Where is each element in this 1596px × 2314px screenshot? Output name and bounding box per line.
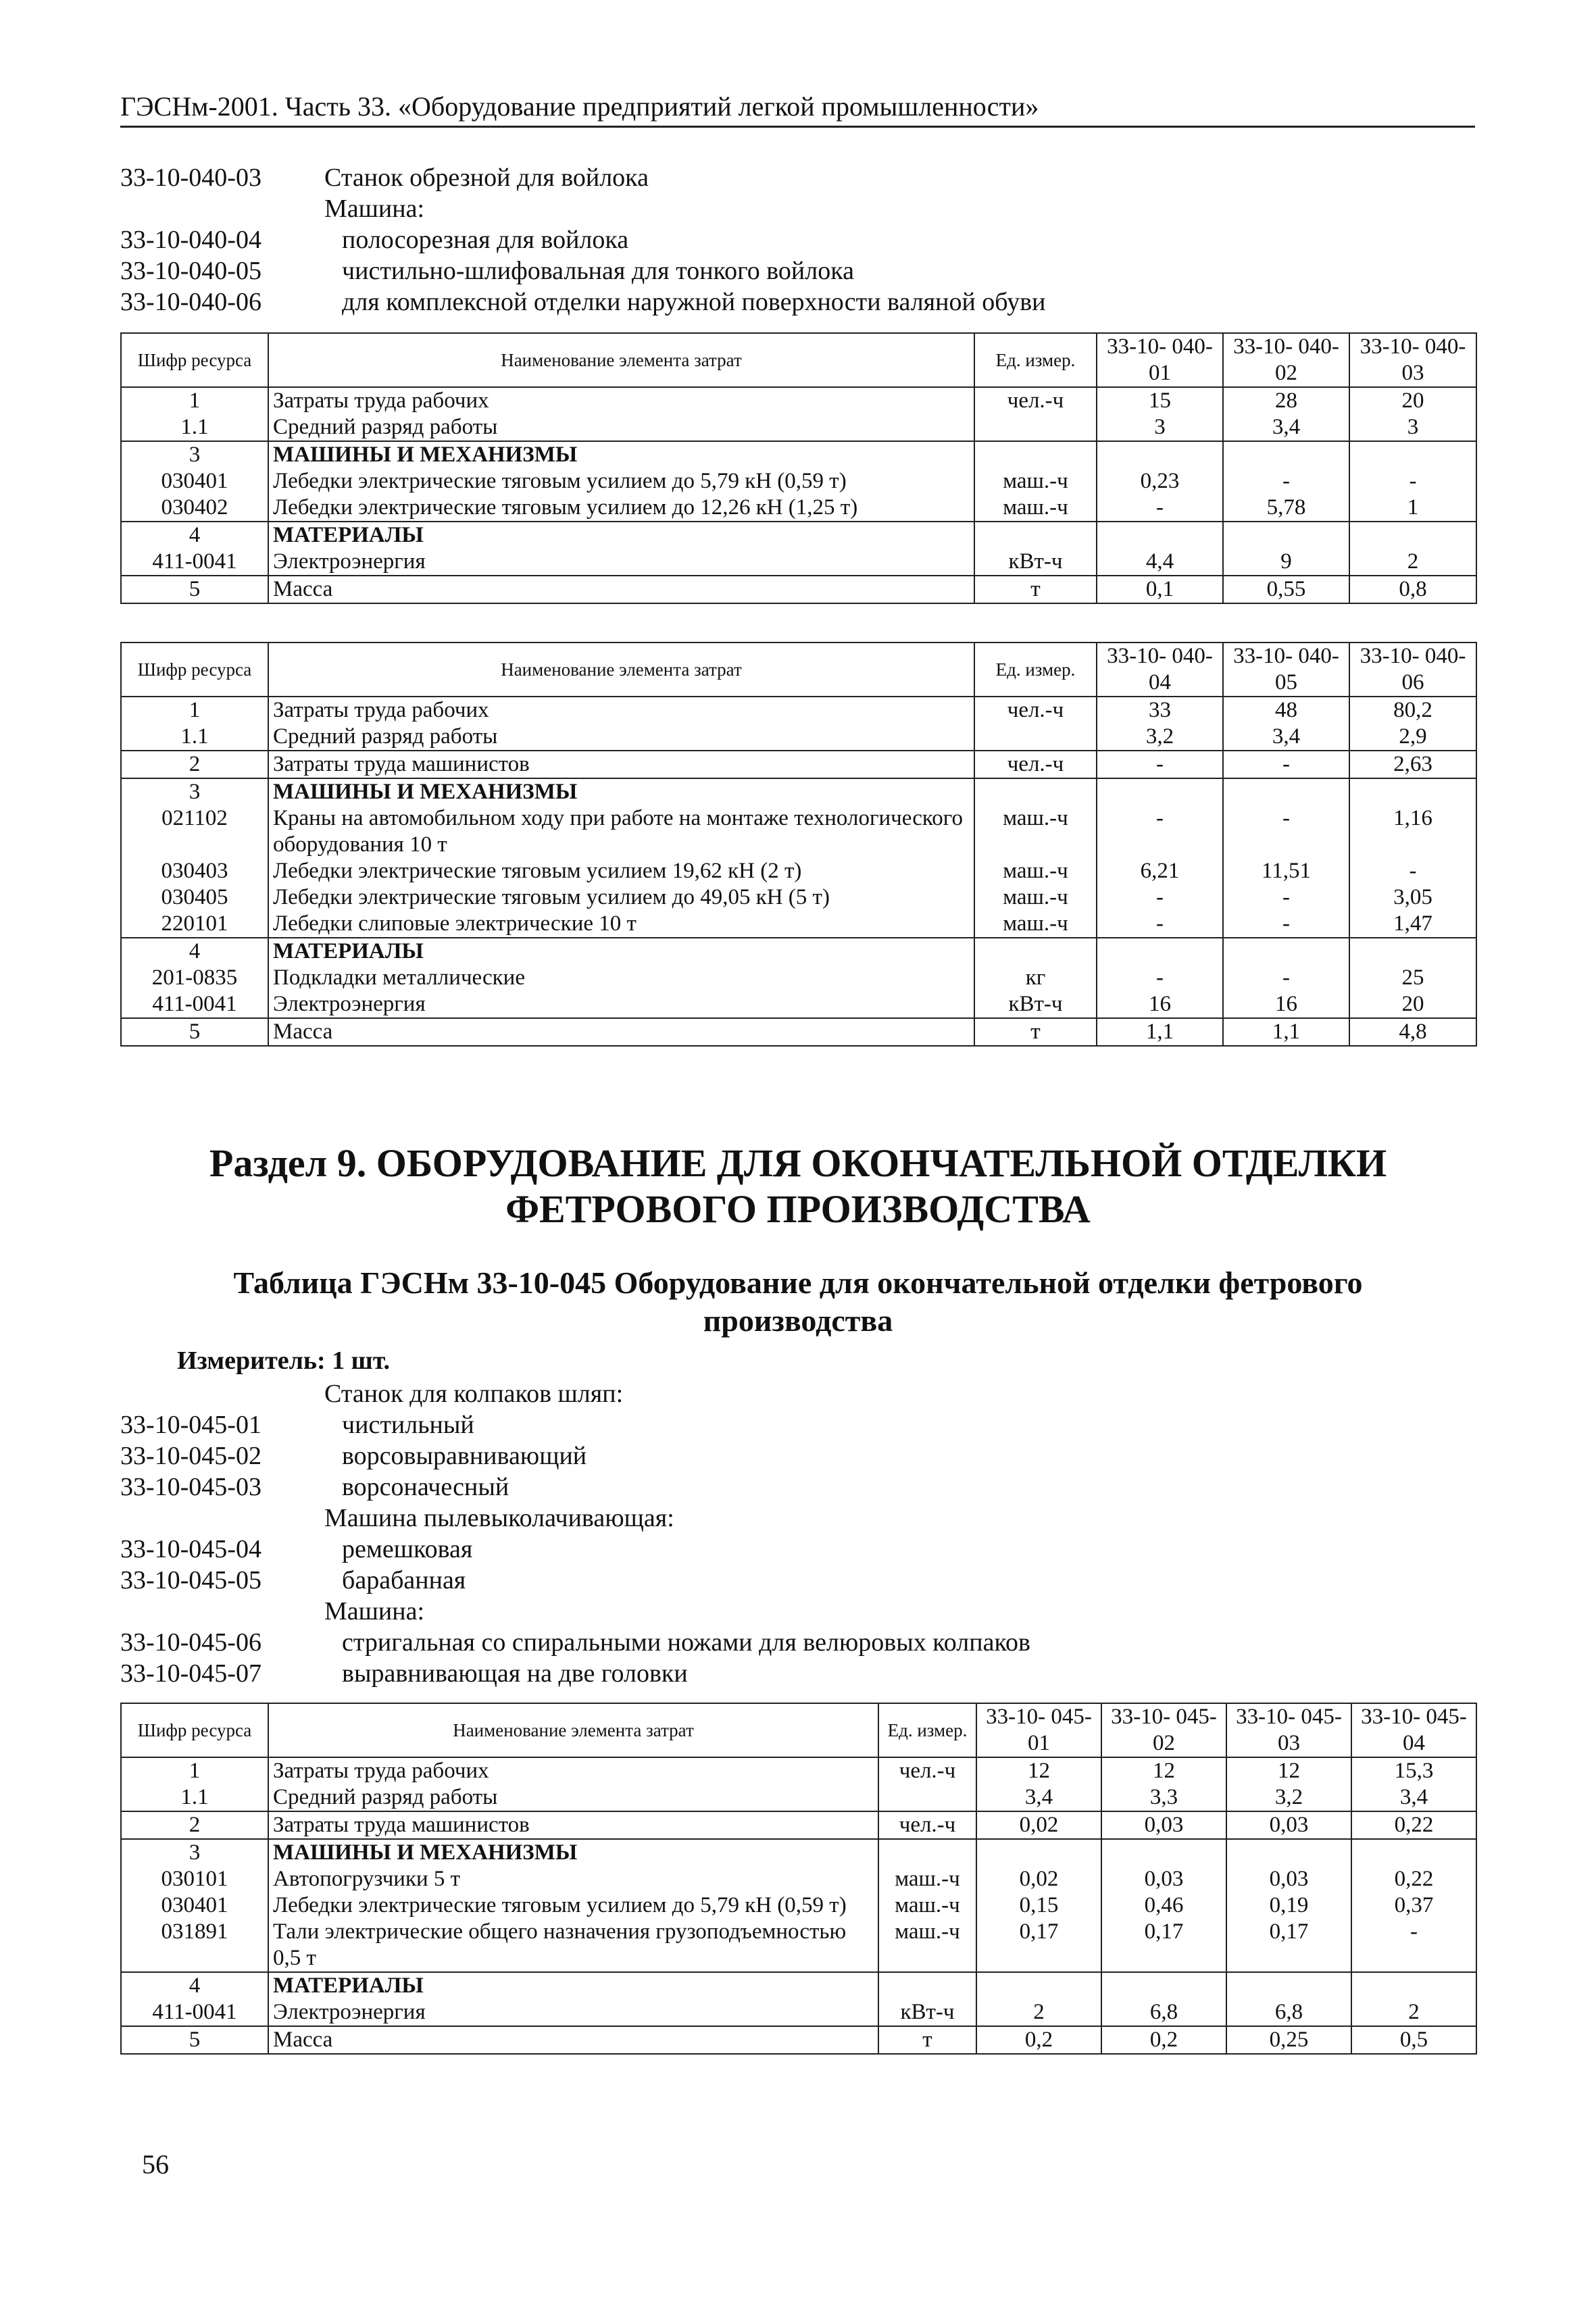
cell-cipher: 201-0835	[121, 965, 268, 991]
cell-value: 0,55	[1223, 576, 1349, 603]
table-row	[121, 858, 1476, 884]
resource-code: 33-10-040-04	[120, 226, 261, 254]
table-row	[121, 522, 1476, 549]
resource-code: 33-10-040-03	[120, 164, 261, 192]
header-norm-code: 33-10- 045-02	[1101, 1703, 1226, 1757]
table-row	[121, 441, 1476, 468]
cell-value: -	[1223, 468, 1349, 495]
cell-unit	[878, 1972, 976, 1999]
cell-value: -	[1349, 468, 1476, 495]
header-unit: Ед. измер.	[878, 1703, 976, 1757]
code-list-item	[120, 255, 1485, 286]
cell-name: Средний разряд работы	[268, 414, 974, 441]
cell-name: Затраты труда рабочих	[268, 1757, 878, 1784]
resource-description: стригальная со спиральными ножами для велюровых колпаков	[342, 1628, 1030, 1657]
cell-name: Масса	[268, 576, 974, 603]
cell-name: Электроэнергия	[268, 991, 974, 1018]
cell-value: 16	[1097, 991, 1223, 1018]
cell-value: 3	[1097, 414, 1223, 441]
cell-value: -	[1351, 1919, 1476, 1972]
cell-unit	[974, 414, 1097, 441]
cell-unit: т	[878, 2026, 976, 2054]
cell-unit	[878, 1839, 976, 1866]
cell-unit: кВт-ч	[878, 1999, 976, 2026]
cell-name: Лебедки электрические тяговым усилием до 49,05 кН (5 т)	[268, 884, 974, 911]
cell-value	[1101, 1839, 1226, 1866]
cell-value: 2	[1351, 1999, 1476, 2026]
cell-cipher: 411-0041	[121, 1999, 268, 2026]
cell-cipher: 030101	[121, 1866, 268, 1892]
cell-name: Лебедки электрические тяговым усилием 19,62 кН (2 т)	[268, 858, 974, 884]
table-row	[121, 911, 1476, 938]
table-row	[121, 1811, 1476, 1839]
cell-value: 15	[1097, 387, 1223, 414]
resource-code	[120, 1596, 324, 1627]
resource-code: 33-10-045-07	[120, 1659, 261, 1688]
cell-value: 0,46	[1101, 1892, 1226, 1919]
cell-name: Затраты труда машинистов	[268, 751, 974, 778]
cell-value: 2	[1349, 549, 1476, 576]
cell-value: 11,51	[1223, 858, 1349, 884]
cell-value: -	[1223, 751, 1349, 778]
cell-value: 0,02	[976, 1811, 1101, 1839]
cell-value	[1097, 522, 1223, 549]
table-row	[121, 965, 1476, 991]
cell-unit: т	[974, 1018, 1097, 1046]
cell-cipher: 220101	[121, 911, 268, 938]
cell-cipher: 411-0041	[121, 991, 268, 1018]
cell-cipher: 030401	[121, 468, 268, 495]
cell-value: 1,47	[1349, 911, 1476, 938]
cell-value: 1,1	[1223, 1018, 1349, 1046]
header-norm-code: 33-10- 040-06	[1349, 643, 1476, 697]
code-list-item	[120, 1565, 1485, 1596]
cell-value	[1223, 522, 1349, 549]
table-row	[121, 991, 1476, 1018]
page-number: 56	[142, 2149, 169, 2180]
resource-description: для комплексной отделки наружной поверхности валяной обуви	[342, 288, 1046, 316]
table-row	[121, 1018, 1476, 1046]
header-name: Наименование элемента затрат	[268, 643, 974, 697]
cell-unit	[974, 522, 1097, 549]
cell-unit: кг	[974, 965, 1097, 991]
cell-cipher: 4	[121, 1972, 268, 1999]
cell-name: Электроэнергия	[268, 1999, 878, 2026]
cell-value	[1349, 522, 1476, 549]
header-name: Наименование элемента затрат	[268, 333, 974, 387]
cell-value: -	[1097, 884, 1223, 911]
resource-table-040-b	[120, 642, 1477, 1047]
cell-value: 6,8	[1101, 1999, 1226, 2026]
code-list-item	[120, 1440, 1485, 1472]
header-norm-code: 33-10- 040-04	[1097, 643, 1223, 697]
cell-unit: маш.-ч	[878, 1892, 976, 1919]
header-unit: Ед. измер.	[974, 643, 1097, 697]
cell-value: 3,2	[1097, 724, 1223, 751]
header-norm-code: 33-10- 045-03	[1226, 1703, 1351, 1757]
cell-value: 0,19	[1226, 1892, 1351, 1919]
cell-value: 3,4	[1223, 724, 1349, 751]
code-list-item	[120, 1658, 1485, 1689]
cell-value: 0,03	[1226, 1866, 1351, 1892]
cell-value: 0,17	[1101, 1919, 1226, 1972]
table-row	[121, 495, 1476, 522]
cell-value: 0,03	[1226, 1811, 1351, 1839]
cell-value: -	[1349, 858, 1476, 884]
table-title-line-1: Таблица ГЭСНм 33-10-045 Оборудование для окончательной отделки фетрового	[233, 1265, 1363, 1300]
cell-cipher: 411-0041	[121, 549, 268, 576]
cell-value: 20	[1349, 991, 1476, 1018]
cell-value: 0,17	[1226, 1919, 1351, 1972]
section-title-line-1: Раздел 9. ОБОРУДОВАНИЕ ДЛЯ ОКОНЧАТЕЛЬНОЙ ОТДЕЛКИ	[209, 1141, 1387, 1185]
cell-name: МАТЕРИАЛЫ	[268, 1972, 878, 1999]
header-norm-code: 33-10- 045-04	[1351, 1703, 1476, 1757]
cell-value: 1,16	[1349, 805, 1476, 858]
cell-name: Средний разряд работы	[268, 724, 974, 751]
cell-value	[1097, 778, 1223, 805]
cell-cipher: 1.1	[121, 1784, 268, 1811]
cell-value: 0,25	[1226, 2026, 1351, 2054]
header-unit: Ед. измер.	[974, 333, 1097, 387]
table-row	[121, 1784, 1476, 1811]
resource-code	[120, 1378, 324, 1409]
cell-name: МАШИНЫ И МЕХАНИЗМЫ	[268, 441, 974, 468]
table-row	[121, 778, 1476, 805]
cell-value	[1223, 778, 1349, 805]
header-norm-code: 33-10- 040-01	[1097, 333, 1223, 387]
cell-cipher: 2	[121, 1811, 268, 1839]
cell-name: Лебедки электрические тяговым усилием до 12,26 кН (1,25 т)	[268, 495, 974, 522]
cell-value: 0,02	[976, 1866, 1101, 1892]
cell-unit	[974, 938, 1097, 965]
cell-unit	[974, 441, 1097, 468]
cell-name: Затраты труда рабочих	[268, 387, 974, 414]
table-row	[121, 1866, 1476, 1892]
table-row	[121, 387, 1476, 414]
cell-value: 5,78	[1223, 495, 1349, 522]
table-row	[121, 884, 1476, 911]
section-title-line-2: ФЕТРОВОГО ПРОИЗВОДСТВА	[505, 1187, 1091, 1231]
cell-value: 3,4	[1351, 1784, 1476, 1811]
cell-cipher: 3	[121, 1839, 268, 1866]
cell-value	[976, 1839, 1101, 1866]
cell-value: 0,2	[976, 2026, 1101, 2054]
resource-table-045	[120, 1703, 1477, 2055]
cell-unit: чел.-ч	[878, 1811, 976, 1839]
cell-value: 0,1	[1097, 576, 1223, 603]
cell-value: 12	[1226, 1757, 1351, 1784]
cell-value: 12	[976, 1757, 1101, 1784]
cell-value: 2,9	[1349, 724, 1476, 751]
cell-unit: чел.-ч	[974, 387, 1097, 414]
header-cipher: Шифр ресурса	[121, 1703, 268, 1757]
resource-description: выравнивающая на две головки	[342, 1659, 688, 1688]
cell-name: Электроэнергия	[268, 549, 974, 576]
cell-value: -	[1223, 805, 1349, 858]
cell-value: 2	[976, 1999, 1101, 2026]
cell-unit: маш.-ч	[974, 468, 1097, 495]
resource-code: 33-10-040-05	[120, 257, 261, 285]
code-list-item	[120, 193, 1485, 224]
code-list-item	[120, 224, 1485, 255]
cell-name: Затраты труда машинистов	[268, 1811, 878, 1839]
cell-name: МАТЕРИАЛЫ	[268, 522, 974, 549]
cell-cipher: 5	[121, 576, 268, 603]
code-list-item	[120, 162, 1485, 193]
resource-description: Машина пылевыколачивающая:	[324, 1504, 674, 1532]
resource-code: 33-10-045-03	[120, 1473, 261, 1501]
cell-value	[1223, 441, 1349, 468]
cell-value: -	[1223, 965, 1349, 991]
cell-cipher: 1.1	[121, 724, 268, 751]
cell-value: 3,05	[1349, 884, 1476, 911]
table-row	[121, 414, 1476, 441]
table-header-row	[121, 1703, 1476, 1757]
header-cipher: Шифр ресурса	[121, 333, 268, 387]
cell-cipher: 3	[121, 441, 268, 468]
cell-value: 3,3	[1101, 1784, 1226, 1811]
cell-name: Краны на автомобильном ходу при работе на монтаже технологического оборудования 10 т	[268, 805, 974, 858]
cell-value: 0,8	[1349, 576, 1476, 603]
cell-name: Подкладки металлические	[268, 965, 974, 991]
cell-value: 0,2	[1101, 2026, 1226, 2054]
table-row	[121, 724, 1476, 751]
code-list-top	[120, 162, 1485, 318]
cell-value: 0,03	[1101, 1811, 1226, 1839]
cell-value	[1351, 1972, 1476, 1999]
cell-value	[1226, 1972, 1351, 1999]
measure-unit: Измеритель: 1 шт.	[177, 1347, 391, 1375]
resource-description: чистильный	[342, 1411, 474, 1439]
cell-cipher: 030405	[121, 884, 268, 911]
header-norm-code: 33-10- 040-03	[1349, 333, 1476, 387]
cell-cipher: 4	[121, 522, 268, 549]
cell-unit	[878, 1784, 976, 1811]
table-row	[121, 468, 1476, 495]
cell-value: 25	[1349, 965, 1476, 991]
cell-unit: маш.-ч	[974, 805, 1097, 858]
table-row	[121, 938, 1476, 965]
cell-value: -	[1097, 495, 1223, 522]
code-list-item	[120, 1627, 1485, 1658]
cell-value: 0,17	[976, 1919, 1101, 1972]
code-list-item	[120, 286, 1485, 318]
cell-unit: маш.-ч	[974, 495, 1097, 522]
cell-value: 4,8	[1349, 1018, 1476, 1046]
cell-value: -	[1223, 911, 1349, 938]
cell-cipher: 3	[121, 778, 268, 805]
table-header-row	[121, 643, 1476, 697]
cell-unit	[974, 778, 1097, 805]
table-row	[121, 1972, 1476, 1999]
resource-code: 33-10-045-06	[120, 1628, 261, 1657]
cell-value: 16	[1223, 991, 1349, 1018]
code-list-item	[120, 1378, 1485, 1409]
cell-unit: т	[974, 576, 1097, 603]
resource-description: чистильно-шлифовальная для тонкого войлока	[342, 257, 854, 285]
cell-cipher: 1	[121, 1757, 268, 1784]
cell-value: 0,22	[1351, 1811, 1476, 1839]
cell-value: 2,63	[1349, 751, 1476, 778]
cell-name: Затраты труда рабочих	[268, 697, 974, 724]
header-norm-code: 33-10- 040-02	[1223, 333, 1349, 387]
code-list-item	[120, 1503, 1485, 1534]
table-row	[121, 1757, 1476, 1784]
cell-value: 3,2	[1226, 1784, 1351, 1811]
cell-cipher: 2	[121, 751, 268, 778]
resource-code: 33-10-045-01	[120, 1411, 261, 1439]
cell-cipher: 1	[121, 697, 268, 724]
cell-name: Масса	[268, 2026, 878, 2054]
cell-name: Тали электрические общего назначения грузоподъемностью 0,5 т	[268, 1919, 878, 1972]
cell-value: 6,21	[1097, 858, 1223, 884]
cell-value: 28	[1223, 387, 1349, 414]
cell-value: 3,4	[976, 1784, 1101, 1811]
resource-description: полосорезная для войлока	[342, 226, 629, 254]
cell-value: 4,4	[1097, 549, 1223, 576]
cell-value	[1101, 1972, 1226, 1999]
cell-name: Лебедки электрические тяговым усилием до 5,79 кН (0,59 т)	[268, 468, 974, 495]
cell-value: 3	[1349, 414, 1476, 441]
table-row	[121, 1919, 1476, 1972]
cell-value: 12	[1101, 1757, 1226, 1784]
cell-value: -	[1097, 911, 1223, 938]
resource-code: 33-10-045-04	[120, 1535, 261, 1563]
table-row	[121, 751, 1476, 778]
cell-value	[1097, 441, 1223, 468]
table-row	[121, 1839, 1476, 1866]
cell-name: Средний разряд работы	[268, 1784, 878, 1811]
resource-description: ремешковая	[342, 1535, 473, 1563]
cell-name: Масса	[268, 1018, 974, 1046]
table-row	[121, 2026, 1476, 2054]
resource-code	[120, 193, 324, 224]
header-cipher: Шифр ресурса	[121, 643, 268, 697]
code-list-bottom	[120, 1378, 1485, 1689]
cell-cipher: 030402	[121, 495, 268, 522]
cell-unit: чел.-ч	[878, 1757, 976, 1784]
cell-value	[1223, 938, 1349, 965]
cell-value: 9	[1223, 549, 1349, 576]
cell-unit: кВт-ч	[974, 991, 1097, 1018]
cell-name: МАШИНЫ И МЕХАНИЗМЫ	[268, 1839, 878, 1866]
table-row	[121, 1999, 1476, 2026]
cell-cipher: 1	[121, 387, 268, 414]
cell-cipher: 4	[121, 938, 268, 965]
cell-value: 0,22	[1351, 1866, 1476, 1892]
cell-value	[1349, 441, 1476, 468]
cell-value: 0,37	[1351, 1892, 1476, 1919]
cell-value: 48	[1223, 697, 1349, 724]
cell-unit: маш.-ч	[974, 858, 1097, 884]
cell-cipher: 5	[121, 1018, 268, 1046]
code-list-item	[120, 1596, 1485, 1627]
resource-description: Машина:	[324, 195, 425, 223]
cell-unit: маш.-ч	[878, 1866, 976, 1892]
table-row	[121, 1892, 1476, 1919]
cell-value: 0,23	[1097, 468, 1223, 495]
resource-table-040-a	[120, 332, 1477, 604]
header-name: Наименование элемента затрат	[268, 1703, 878, 1757]
cell-value: 6,8	[1226, 1999, 1351, 2026]
cell-value: 1	[1349, 495, 1476, 522]
cell-unit: маш.-ч	[974, 911, 1097, 938]
table-row	[121, 697, 1476, 724]
cell-value	[1226, 1839, 1351, 1866]
header-norm-code: 33-10- 040-05	[1223, 643, 1349, 697]
cell-name: МАШИНЫ И МЕХАНИЗМЫ	[268, 778, 974, 805]
cell-value: -	[1097, 965, 1223, 991]
cell-name: МАТЕРИАЛЫ	[268, 938, 974, 965]
resource-description: ворсовыравнивающий	[342, 1442, 587, 1470]
cell-value: 1,1	[1097, 1018, 1223, 1046]
cell-unit: кВт-ч	[974, 549, 1097, 576]
code-list-item	[120, 1472, 1485, 1503]
cell-cipher: 030401	[121, 1892, 268, 1919]
cell-value	[1349, 938, 1476, 965]
cell-value: 20	[1349, 387, 1476, 414]
cell-unit	[974, 724, 1097, 751]
cell-unit: чел.-ч	[974, 697, 1097, 724]
cell-unit: маш.-ч	[878, 1919, 976, 1972]
cell-value: 0,5	[1351, 2026, 1476, 2054]
resource-code: 33-10-045-05	[120, 1566, 261, 1594]
cell-value: 3,4	[1223, 414, 1349, 441]
header-norm-code: 33-10- 045-01	[976, 1703, 1101, 1757]
resource-description: ворсоначесный	[342, 1473, 509, 1501]
cell-cipher: 031891	[121, 1919, 268, 1972]
resource-code: 33-10-045-02	[120, 1442, 261, 1470]
cell-value: 33	[1097, 697, 1223, 724]
resource-description: Станок для колпаков шляп:	[324, 1380, 624, 1408]
cell-value	[1349, 778, 1476, 805]
table-row	[121, 549, 1476, 576]
cell-name: Лебедки электрические тяговым усилием до 5,79 кН (0,59 т)	[268, 1892, 878, 1919]
cell-cipher: 5	[121, 2026, 268, 2054]
table-header-row	[121, 333, 1476, 387]
cell-value: 80,2	[1349, 697, 1476, 724]
cell-name: Лебедки слиповые электрические 10 т	[268, 911, 974, 938]
resource-description: Станок обрезной для войлока	[324, 164, 649, 192]
cell-value: 15,3	[1351, 1757, 1476, 1784]
cell-cipher: 021102	[121, 805, 268, 858]
cell-value: 0,15	[976, 1892, 1101, 1919]
cell-name: Автопогрузчики 5 т	[268, 1866, 878, 1892]
code-list-item	[120, 1534, 1485, 1565]
cell-value	[976, 1972, 1101, 1999]
resource-description: барабанная	[342, 1566, 466, 1594]
cell-value: -	[1097, 751, 1223, 778]
cell-value	[1351, 1839, 1476, 1866]
cell-value	[1097, 938, 1223, 965]
cell-unit: чел.-ч	[974, 751, 1097, 778]
resource-description: Машина:	[324, 1597, 425, 1626]
cell-cipher: 030403	[121, 858, 268, 884]
cell-value: -	[1097, 805, 1223, 858]
code-list-item	[120, 1409, 1485, 1440]
table-row	[121, 576, 1476, 603]
resource-code: 33-10-040-06	[120, 288, 261, 316]
resource-code	[120, 1503, 324, 1534]
cell-cipher: 1.1	[121, 414, 268, 441]
cell-value: -	[1223, 884, 1349, 911]
cell-value: 0,03	[1101, 1866, 1226, 1892]
table-title-line-2: производства	[703, 1303, 893, 1338]
table-row	[121, 805, 1476, 858]
cell-unit: маш.-ч	[974, 884, 1097, 911]
running-header: ГЭСНм-2001. Часть 33. «Оборудование предприятий легкой промышленности»	[120, 93, 1475, 128]
